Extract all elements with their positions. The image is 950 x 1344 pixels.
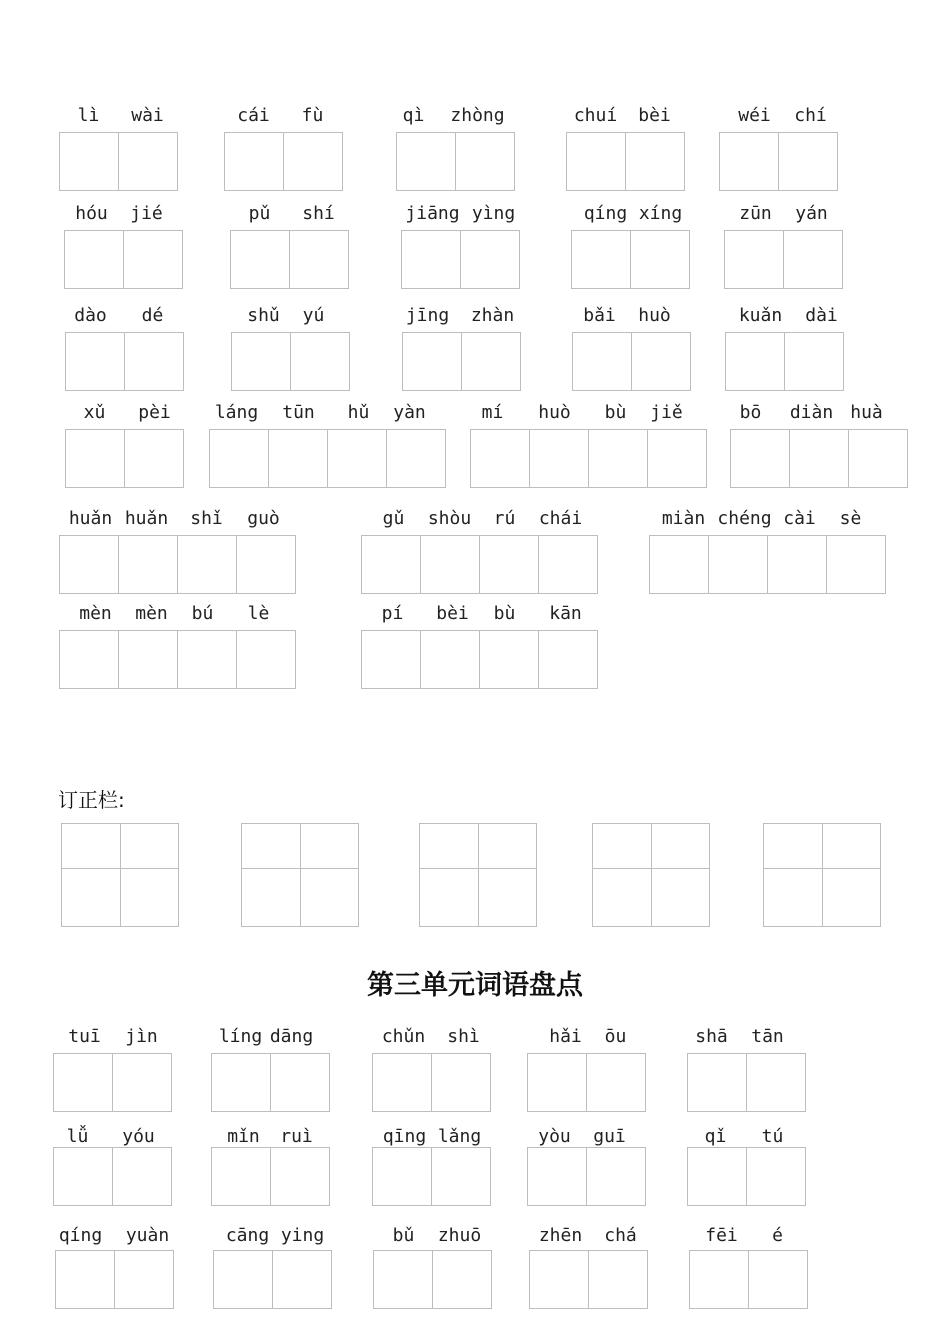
writing-box[interactable]	[268, 429, 328, 488]
writing-box[interactable]	[372, 1147, 432, 1206]
writing-box[interactable]	[231, 332, 291, 391]
pinyin-syllable: zūn	[739, 203, 772, 224]
writing-box[interactable]	[566, 132, 626, 191]
pinyin-syllable: zhòng	[450, 105, 505, 126]
pinyin-syllable: hóu	[75, 203, 108, 224]
pinyin-syllable: bú	[191, 603, 214, 624]
pinyin-syllable: mí	[481, 402, 504, 423]
character-boxes	[719, 132, 838, 191]
writing-box[interactable]	[372, 1053, 432, 1112]
pinyin-syllable: shòu	[427, 508, 472, 529]
pinyin-syllable: zhēn	[538, 1225, 583, 1246]
pinyin-syllable: yàn	[393, 402, 426, 423]
character-boxes	[401, 230, 520, 289]
writing-box[interactable]	[588, 429, 648, 488]
character-boxes	[566, 132, 685, 191]
writing-box[interactable]	[571, 230, 631, 289]
writing-box[interactable]	[649, 535, 709, 594]
writing-box[interactable]	[529, 1250, 589, 1309]
pinyin-syllable: tūn	[282, 402, 315, 423]
pinyin-syllable: guī	[593, 1126, 626, 1147]
writing-box[interactable]	[746, 1053, 806, 1112]
pinyin-syllable: yóu	[122, 1126, 155, 1147]
pinyin-syllable: yú	[302, 305, 325, 326]
writing-box[interactable]	[361, 630, 421, 689]
pinyin-syllable: gǔ	[382, 508, 405, 529]
writing-box[interactable]	[625, 132, 685, 191]
pinyin-syllable: qǐ	[704, 1126, 727, 1147]
writing-box[interactable]	[586, 1053, 646, 1112]
pinyin-syllable: sè	[839, 508, 862, 529]
writing-box[interactable]	[420, 535, 480, 594]
character-boxes	[55, 1250, 174, 1309]
pinyin-syllable: lǚ	[66, 1126, 89, 1147]
writing-box[interactable]	[725, 332, 785, 391]
character-boxes	[689, 1250, 808, 1309]
writing-box[interactable]	[588, 1250, 648, 1309]
pinyin-syllable: mǐn	[227, 1126, 260, 1147]
writing-box[interactable]	[687, 1053, 747, 1112]
writing-box[interactable]	[123, 230, 183, 289]
writing-box[interactable]	[65, 332, 125, 391]
pinyin-syllable: lè	[247, 603, 270, 624]
writing-box[interactable]	[118, 132, 178, 191]
pinyin-syllable: mèn	[79, 603, 112, 624]
correction-box[interactable]	[241, 823, 359, 927]
writing-box[interactable]	[767, 535, 827, 594]
writing-box[interactable]	[431, 1147, 491, 1206]
character-boxes	[209, 429, 446, 488]
character-boxes	[213, 1250, 332, 1309]
pinyin-syllable: bèi	[638, 105, 671, 126]
pinyin-syllable: fēi	[705, 1225, 738, 1246]
character-boxes	[59, 630, 296, 689]
pinyin-syllable: huò	[638, 305, 671, 326]
pinyin-syllable: wéi	[738, 105, 771, 126]
writing-box[interactable]	[361, 535, 421, 594]
writing-box[interactable]	[270, 1053, 330, 1112]
writing-box[interactable]	[118, 630, 178, 689]
correction-box[interactable]	[61, 823, 179, 927]
pinyin-syllable: dào	[74, 305, 107, 326]
pinyin-syllable: chá	[604, 1225, 637, 1246]
writing-box[interactable]	[586, 1147, 646, 1206]
pinyin-syllable: hǎi	[549, 1026, 582, 1047]
character-boxes	[687, 1053, 806, 1112]
pinyin-syllable: qīng	[382, 1126, 427, 1147]
writing-box[interactable]	[647, 429, 707, 488]
writing-box[interactable]	[211, 1147, 271, 1206]
correction-box[interactable]	[763, 823, 881, 927]
pinyin-syllable: dāng	[269, 1026, 314, 1047]
pinyin-syllable: guò	[247, 508, 280, 529]
pinyin-syllable: zhuō	[437, 1225, 482, 1246]
writing-box[interactable]	[53, 1147, 113, 1206]
writing-box[interactable]	[283, 132, 343, 191]
writing-box[interactable]	[236, 535, 296, 594]
pinyin-syllable: yuàn	[125, 1225, 170, 1246]
pinyin-syllable: é	[772, 1225, 783, 1246]
pinyin-syllable: bù	[493, 603, 516, 624]
writing-box[interactable]	[479, 630, 539, 689]
writing-box[interactable]	[527, 1147, 587, 1206]
writing-box[interactable]	[479, 535, 539, 594]
character-boxes	[372, 1147, 491, 1206]
correction-box[interactable]	[592, 823, 710, 927]
pinyin-syllable: yòu	[538, 1126, 571, 1147]
character-boxes	[396, 132, 515, 191]
character-boxes	[230, 230, 349, 289]
writing-box[interactable]	[470, 429, 530, 488]
writing-box[interactable]	[289, 230, 349, 289]
writing-box[interactable]	[272, 1250, 332, 1309]
writing-box[interactable]	[59, 535, 119, 594]
character-boxes	[211, 1053, 330, 1112]
pinyin-syllable: wài	[131, 105, 164, 126]
character-boxes	[372, 1053, 491, 1112]
character-boxes	[470, 429, 707, 488]
writing-box[interactable]	[230, 230, 290, 289]
pinyin-syllable: ying	[280, 1225, 325, 1246]
writing-box[interactable]	[748, 1250, 808, 1309]
pinyin-syllable: shǔ	[247, 305, 280, 326]
character-boxes	[59, 535, 296, 594]
writing-box[interactable]	[112, 1147, 172, 1206]
writing-box[interactable]	[177, 535, 237, 594]
writing-box[interactable]	[213, 1250, 273, 1309]
pinyin-syllable: jiě	[650, 402, 683, 423]
writing-box[interactable]	[209, 429, 269, 488]
writing-box[interactable]	[460, 230, 520, 289]
character-boxes	[572, 332, 691, 391]
pinyin-syllable: pǔ	[248, 203, 271, 224]
character-boxes	[64, 230, 183, 289]
pinyin-syllable: miàn	[661, 508, 706, 529]
pinyin-syllable: tú	[761, 1126, 784, 1147]
writing-box[interactable]	[724, 230, 784, 289]
pinyin-syllable: huà	[850, 402, 883, 423]
pinyin-syllable: bǎi	[583, 305, 616, 326]
writing-box[interactable]	[53, 1053, 113, 1112]
pinyin-syllable: jié	[130, 203, 163, 224]
character-boxes	[211, 1147, 330, 1206]
pinyin-syllable: xǔ	[83, 402, 106, 423]
pinyin-syllable: tān	[751, 1026, 784, 1047]
pinyin-syllable: diàn	[789, 402, 834, 423]
writing-box[interactable]	[689, 1250, 749, 1309]
character-boxes	[231, 332, 350, 391]
writing-box[interactable]	[630, 230, 690, 289]
pinyin-syllable: lǎng	[437, 1126, 482, 1147]
pinyin-syllable: cái	[237, 105, 270, 126]
character-boxes	[59, 132, 178, 191]
writing-box[interactable]	[431, 1053, 491, 1112]
pinyin-syllable: qì	[402, 105, 425, 126]
pinyin-syllable: huǎn	[68, 508, 113, 529]
pinyin-syllable: chǔn	[381, 1026, 426, 1047]
writing-box[interactable]	[455, 132, 515, 191]
section-title: 第三单元词语盘点	[367, 970, 583, 1001]
character-boxes	[529, 1250, 648, 1309]
writing-box[interactable]	[124, 332, 184, 391]
pinyin-syllable: qíng	[58, 1225, 103, 1246]
pinyin-syllable: bèi	[436, 603, 469, 624]
writing-box[interactable]	[401, 230, 461, 289]
writing-box[interactable]	[402, 332, 462, 391]
writing-box[interactable]	[826, 535, 886, 594]
writing-box[interactable]	[177, 630, 237, 689]
writing-box[interactable]	[538, 535, 598, 594]
character-boxes	[649, 535, 886, 594]
pinyin-syllable: ruì	[280, 1126, 313, 1147]
writing-box[interactable]	[270, 1147, 330, 1206]
writing-box[interactable]	[730, 429, 790, 488]
pinyin-syllable: huò	[538, 402, 571, 423]
character-boxes	[725, 332, 844, 391]
writing-box[interactable]	[538, 630, 598, 689]
pinyin-syllable: cāng	[225, 1225, 270, 1246]
writing-box[interactable]	[420, 630, 480, 689]
character-boxes	[65, 429, 184, 488]
writing-box[interactable]	[396, 132, 456, 191]
character-boxes	[224, 132, 343, 191]
writing-box[interactable]	[527, 1053, 587, 1112]
writing-box[interactable]	[59, 132, 119, 191]
character-boxes	[527, 1147, 646, 1206]
writing-box[interactable]	[687, 1147, 747, 1206]
writing-box[interactable]	[373, 1250, 433, 1309]
character-boxes	[724, 230, 843, 289]
pinyin-syllable: láng	[214, 402, 259, 423]
pinyin-syllable: tuī	[68, 1026, 101, 1047]
writing-box[interactable]	[236, 630, 296, 689]
writing-box[interactable]	[529, 429, 589, 488]
writing-box[interactable]	[55, 1250, 115, 1309]
writing-box[interactable]	[746, 1147, 806, 1206]
pinyin-syllable: shí	[302, 203, 335, 224]
writing-box[interactable]	[783, 230, 843, 289]
character-boxes	[361, 535, 598, 594]
pinyin-syllable: shì	[447, 1026, 480, 1047]
writing-box[interactable]	[118, 535, 178, 594]
writing-box[interactable]	[848, 429, 908, 488]
writing-box[interactable]	[708, 535, 768, 594]
pinyin-syllable: zhàn	[470, 305, 515, 326]
pinyin-syllable: xíng	[638, 203, 683, 224]
writing-box[interactable]	[224, 132, 284, 191]
writing-box[interactable]	[59, 630, 119, 689]
pinyin-syllable: mèn	[135, 603, 168, 624]
pinyin-syllable: rú	[493, 508, 516, 529]
writing-box[interactable]	[114, 1250, 174, 1309]
pinyin-syllable: bō	[739, 402, 762, 423]
pinyin-syllable: yìng	[471, 203, 516, 224]
character-boxes	[65, 332, 184, 391]
pinyin-syllable: hǔ	[347, 402, 370, 423]
pinyin-syllable: fù	[301, 105, 324, 126]
pinyin-syllable: dài	[805, 305, 838, 326]
pinyin-syllable: shǐ	[190, 508, 223, 529]
pinyin-syllable: jīng	[405, 305, 450, 326]
writing-box[interactable]	[65, 429, 125, 488]
pinyin-syllable: pèi	[138, 402, 171, 423]
pinyin-syllable: chéng	[717, 508, 772, 529]
writing-box[interactable]	[572, 332, 632, 391]
pinyin-syllable: pí	[381, 603, 404, 624]
character-boxes	[53, 1053, 172, 1112]
character-boxes	[361, 630, 598, 689]
correction-label: 订正栏:	[58, 788, 125, 812]
character-boxes	[402, 332, 521, 391]
writing-box[interactable]	[631, 332, 691, 391]
pinyin-syllable: qíng	[583, 203, 628, 224]
pinyin-syllable: jìn	[125, 1026, 158, 1047]
writing-box[interactable]	[112, 1053, 172, 1112]
writing-box[interactable]	[789, 429, 849, 488]
character-boxes	[373, 1250, 492, 1309]
pinyin-syllable: bǔ	[392, 1225, 415, 1246]
pinyin-syllable: dé	[141, 305, 164, 326]
pinyin-syllable: shā	[695, 1026, 728, 1047]
writing-box[interactable]	[461, 332, 521, 391]
writing-box[interactable]	[784, 332, 844, 391]
character-boxes	[571, 230, 690, 289]
pinyin-syllable: kuǎn	[738, 305, 783, 326]
writing-box[interactable]	[327, 429, 387, 488]
writing-box[interactable]	[778, 132, 838, 191]
correction-box[interactable]	[419, 823, 537, 927]
pinyin-syllable: bù	[604, 402, 627, 423]
pinyin-syllable: yán	[795, 203, 828, 224]
pinyin-syllable: kān	[549, 603, 582, 624]
pinyin-syllable: jiāng	[405, 203, 460, 224]
writing-box[interactable]	[290, 332, 350, 391]
writing-box[interactable]	[719, 132, 779, 191]
pinyin-syllable: chuí	[573, 105, 618, 126]
pinyin-syllable: huǎn	[124, 508, 169, 529]
character-boxes	[730, 429, 908, 488]
pinyin-syllable: chí	[794, 105, 827, 126]
writing-box[interactable]	[124, 429, 184, 488]
character-boxes	[53, 1147, 172, 1206]
writing-box[interactable]	[432, 1250, 492, 1309]
pinyin-syllable: cài	[783, 508, 816, 529]
writing-box[interactable]	[211, 1053, 271, 1112]
character-boxes	[527, 1053, 646, 1112]
pinyin-syllable: chái	[538, 508, 583, 529]
writing-box[interactable]	[386, 429, 446, 488]
character-boxes	[687, 1147, 806, 1206]
writing-box[interactable]	[64, 230, 124, 289]
pinyin-syllable: lì	[77, 105, 100, 126]
pinyin-syllable: ōu	[604, 1026, 627, 1047]
pinyin-syllable: líng	[218, 1026, 263, 1047]
